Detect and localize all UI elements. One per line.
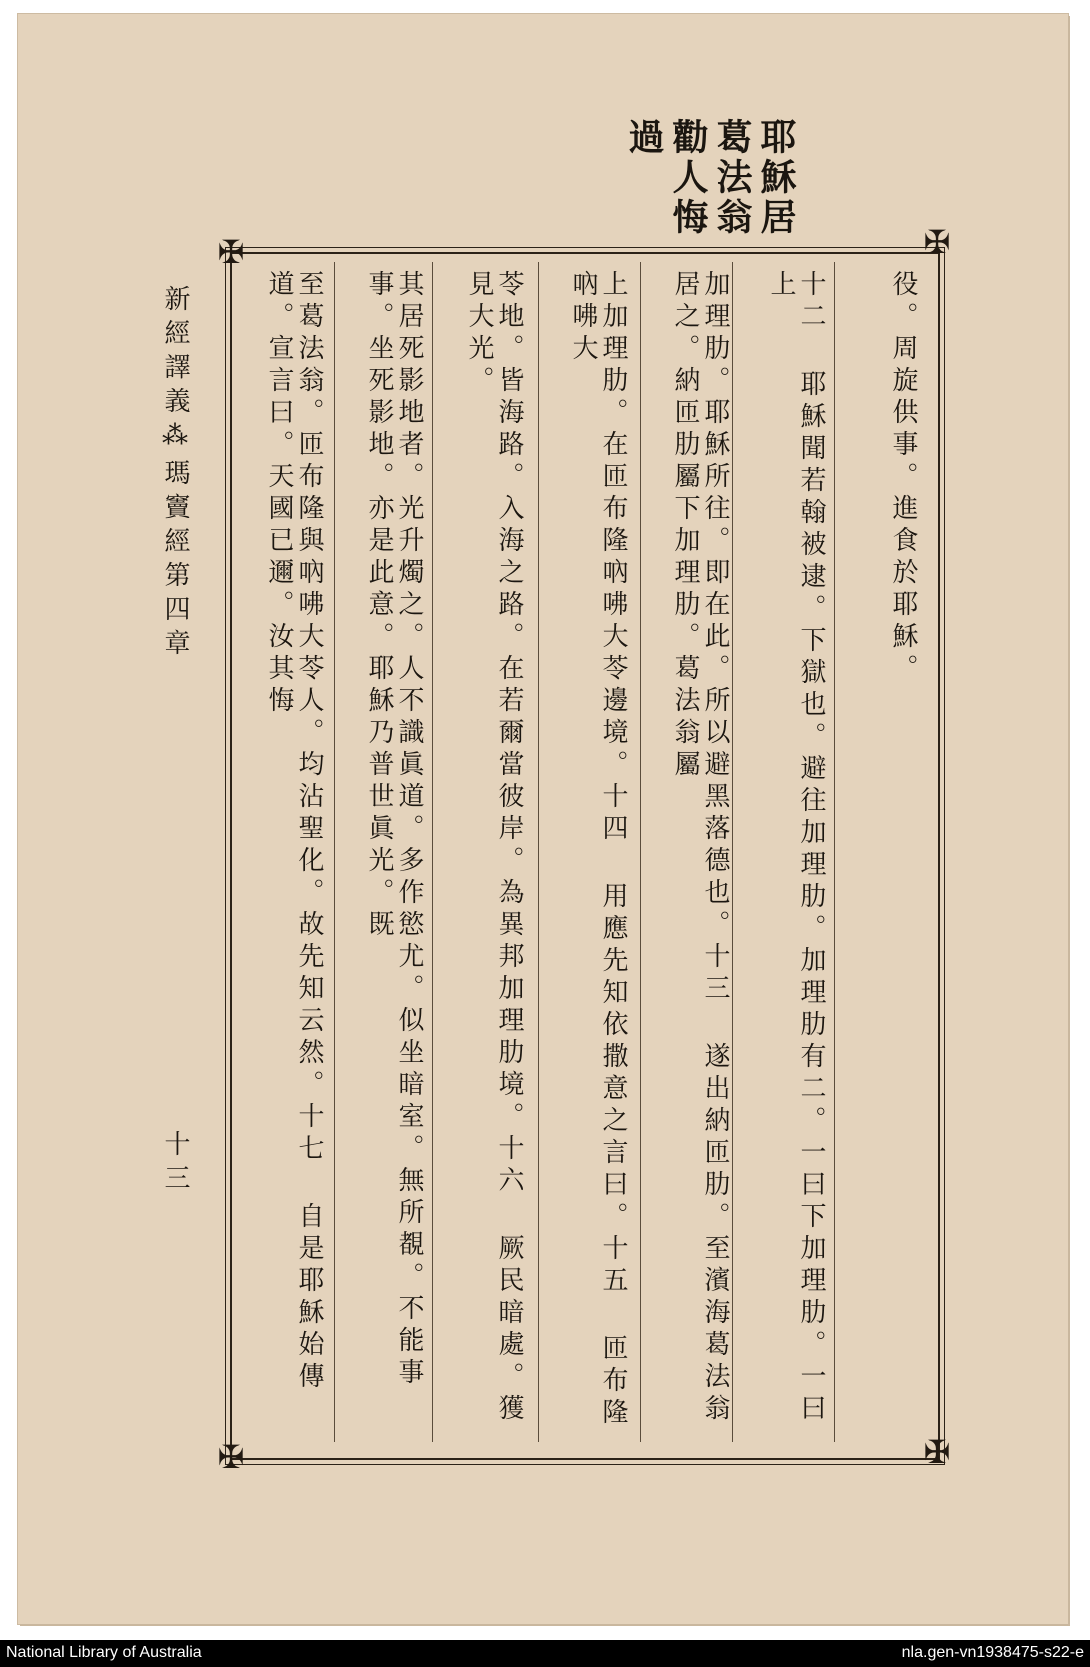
text-column-6: 其居死影地者。光升燭之。人不識眞道。多作慾尤。似坐暗室。無所覩。不能事事。坐死影地。亦是此意。耶穌乃普世眞光。既: [364, 270, 424, 1390]
text-column-5: 苓地。皆海路。入海之路。在若爾當彼岸。為異邦加理肋境。十六 厥民暗處。獲見大光。: [464, 270, 524, 1426]
footer-identifier: nla.gen-vn1938475-s22-e: [901, 1644, 1084, 1661]
text-column-2: 十二 耶穌聞若翰被逮。下獄也。避往加理肋。加理肋有二。一曰下加理肋。一曰上: [766, 270, 826, 1426]
column-rule: [834, 262, 835, 1442]
column-rule: [432, 262, 433, 1442]
text-column-7: 至葛法翁。匝布隆與吶咈大苓人。均沾聖化。故先知云然。十七 自是耶穌始傳道。宣言曰。天國已邇。汝其悔: [264, 270, 324, 1394]
margin-note-line-1: 耶穌居: [755, 118, 797, 238]
column-rule: [732, 262, 733, 1442]
column-rule: [334, 262, 335, 1442]
text-column-4: 上加理肋。在匝布隆吶咈大苓邊境。十四 用應先知依撒意之言曰。十五 匝布隆吶咈大: [568, 270, 628, 1430]
page-number: 十三: [160, 1130, 190, 1198]
column-rule: [538, 262, 539, 1442]
text-column-1: 役。周旋供事。進食於耶穌。: [888, 270, 918, 686]
margin-note-line-3: 勸人悔: [667, 118, 709, 238]
running-title: 新經譯義⁂瑪竇經第四章: [160, 285, 190, 663]
corner-cross-icon: ✠: [923, 1433, 951, 1471]
corner-cross-icon: ✠: [923, 223, 951, 261]
column-rule: [640, 262, 641, 1442]
margin-note-line-4: 過: [623, 118, 665, 158]
footer-source-label: National Library of Australia: [6, 1644, 202, 1661]
archive-footer-bar: [0, 1640, 1090, 1667]
margin-note-line-2: 葛法翁: [711, 118, 753, 238]
corner-cross-icon: ✠: [217, 233, 245, 271]
text-column-3: 加理肋。耶穌所往。即在此。所以避黑落德也。十三 遂出納匝肋。至濱海葛法翁居之。納匝肋屬下加理肋。葛法翁屬: [670, 270, 730, 1426]
corner-cross-icon: ✠: [217, 1438, 245, 1476]
